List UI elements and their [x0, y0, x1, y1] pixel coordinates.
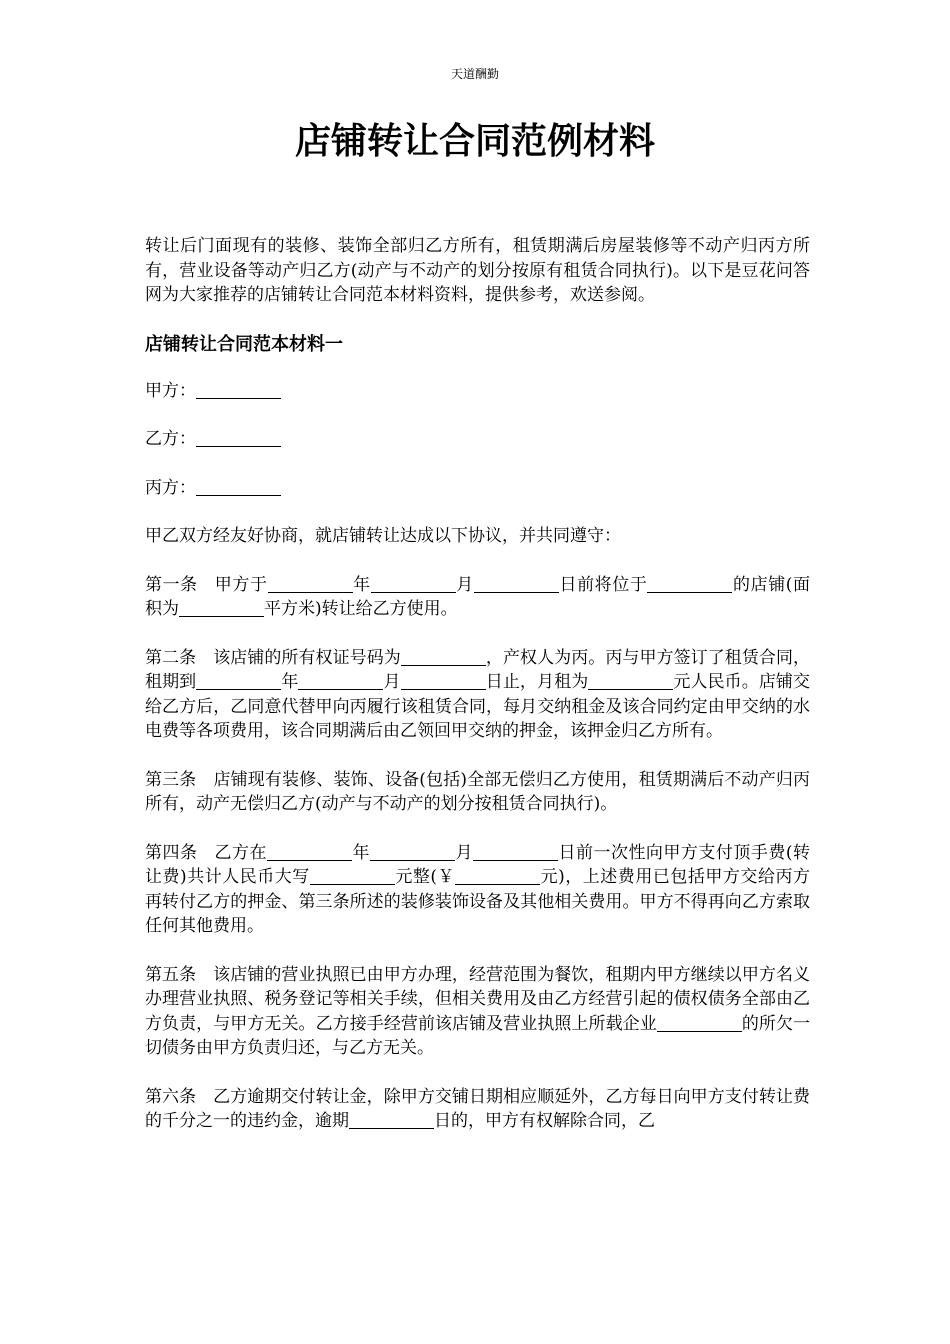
article-text: 乙方在: [214, 842, 267, 863]
agreement-paragraph: 甲乙双方经友好协商，就店铺转让达成以下协议，并共同遵守：: [145, 526, 621, 546]
blank-field: [179, 599, 264, 617]
article-text: ，产权人为丙。丙与甲方签订了租赁合同，租期到: [145, 647, 811, 692]
article-text: 月: [383, 672, 401, 692]
article-4: [145, 841, 810, 939]
article-text: 的店铺(面积为: [145, 574, 811, 619]
article-text: 平方米)转让给乙方使用。: [264, 599, 458, 619]
article-text: 日止，月租为: [485, 672, 589, 692]
document-body: [145, 234, 810, 1158]
article-text: 月: [454, 842, 473, 863]
article-text: 店铺现有装修、装饰、设备(包括)全部无偿归乙方使用，租赁期满后不动产归丙所有，动产无偿归乙方(动产与不动产的划分按租赁合同执行)。: [145, 769, 810, 814]
article-text: 该店铺的营业执照已由甲方办理，经营范围为餐饮，租期内甲方继续以甲方名义办理营业执照、税务登记等相关手续，但相关费用及由乙方经营引起的债权债务全部由乙方负责，与甲方无关。乙方接手经营前该店铺及营业执照上所载企业: [145, 964, 811, 1034]
party-a-label: 甲方：: [145, 380, 196, 401]
document-title: 店铺转让合同范例材料: [294, 120, 655, 162]
article-text: 月: [455, 574, 474, 595]
party-a-line: [145, 379, 810, 404]
article-text: 日前一次性向甲方支付顶手费(转让费)共计人民币大写: [145, 842, 811, 887]
article-text: 乙方逾期交付转让金，除甲方交铺日期相应顺延外，乙方每日向甲方支付转让费的千分之一的违约金，逾期: [145, 1086, 811, 1131]
blank-field: [401, 672, 486, 690]
article-2: [145, 646, 810, 744]
article-text: 年: [352, 574, 371, 595]
party-c-label: 丙方：: [145, 477, 196, 498]
article-number: 第一条: [145, 574, 198, 595]
party-a-blank: [196, 381, 281, 399]
article-text: 日前将位于: [558, 574, 648, 595]
party-c-blank: [196, 478, 281, 496]
blank-field: [267, 843, 352, 861]
blank-field: [349, 1111, 434, 1129]
article-text: 元)，上述费用已包括甲方交给丙方再转付乙方的押金、第三条所述的装修装饰设备及其他相关费用。甲方不得再向乙方索取任何其他费用。: [145, 867, 810, 936]
article-text: 的所欠一切债务由甲方负责归还，与乙方无关。: [145, 1013, 811, 1058]
article-3: [145, 768, 810, 817]
article-number: 第五条: [145, 964, 197, 985]
blank-field: [370, 843, 455, 861]
article-text: 甲方于: [214, 574, 268, 595]
blank-field: [657, 1014, 742, 1032]
blank-field: [371, 575, 456, 593]
blank-field: [401, 648, 486, 666]
article-text: 年: [351, 842, 370, 863]
party-b-line: [145, 427, 810, 452]
article-text: 元整(￥: [394, 867, 456, 887]
party-b-blank: [196, 429, 281, 447]
blank-field: [647, 575, 732, 593]
blank-field: [298, 672, 383, 690]
blank-field: [455, 867, 540, 885]
blank-field: [474, 575, 559, 593]
article-number: 第六条: [145, 1086, 197, 1107]
blank-field: [588, 672, 673, 690]
article-number: 第四条: [145, 842, 198, 863]
article-1: [145, 573, 810, 622]
section-heading: 店铺转让合同范本材料一: [145, 333, 343, 355]
party-c-line: [145, 476, 810, 501]
page-header: 天道酬勤: [450, 67, 499, 81]
blank-field: [310, 867, 395, 885]
article-text: 日的，甲方有权解除合同，乙: [434, 1111, 655, 1131]
article-text: 元人民币。店铺交给乙方后，乙同意代替甲向丙履行该租赁合同，每月交纳租金及该合同约定由甲交纳的水电费等各项费用，该合同期满后由乙领回甲交纳的押金，该押金归乙方所有。: [145, 672, 811, 741]
article-number: 第三条: [145, 769, 197, 790]
article-6: [145, 1085, 810, 1134]
article-5: [145, 963, 810, 1061]
article-text: 年: [281, 672, 299, 692]
blank-field: [268, 575, 353, 593]
blank-field: [473, 843, 558, 861]
article-number: 第二条: [145, 647, 197, 668]
intro-paragraph: 转让后门面现有的装修、装饰全部归乙方所有，租赁期满后房屋装修等不动产归丙方所有，营业设备等动产归乙方(动产与不动产的划分按原有租赁合同执行)。以下是豆花问答网为大家推荐的店铺转让合同范本材料资料，提供参考，欢送参阅。: [145, 236, 810, 305]
article-text: 该店铺的所有权证号码为: [213, 647, 401, 668]
blank-field: [196, 672, 281, 690]
party-b-label: 乙方：: [145, 429, 196, 449]
